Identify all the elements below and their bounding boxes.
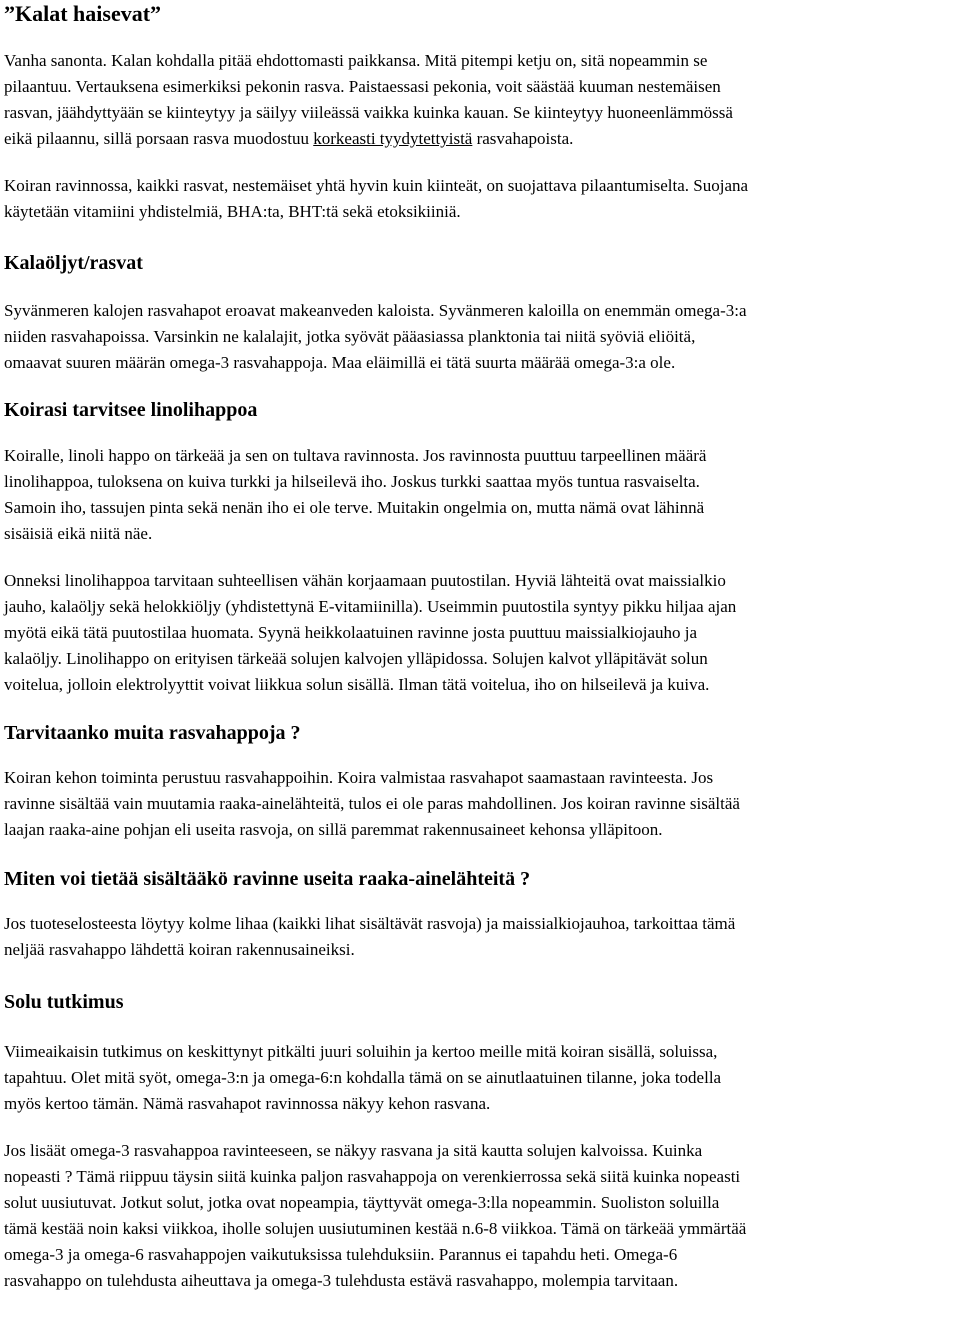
linoleic-line: Koiralle, linoli happo on tärkeää ja sen on tultava ravinnosta. Jos ravinnosta puuttuu tarpeellinen määrä <box>4 446 707 465</box>
cell-heading: Solu tutkimus <box>4 991 124 1013</box>
cell-line: omega-3 ja omega-6 rasvahappojen vaikutuksissa tulehduksiin. Parannus ei tapahdu heti. Omega-6 <box>4 1245 678 1264</box>
linoleic-paragraph-1 <box>4 443 958 547</box>
fish-oils-paragraph <box>4 298 958 376</box>
linoleic-line: sisäisiä eikä niitä näe. <box>4 524 153 543</box>
intro-text: eikä pilaannu, sillä porsaan rasva muodostuu <box>4 129 314 148</box>
cell-line: nopeasti ? Tämä riippuu täysin siitä kuinka paljon rasvahappoja on verenkierrossa sekä siitä kuinka nopeasti <box>4 1167 741 1186</box>
sources-line: Jos tuoteselosteesta löytyy kolme lihaa (kaikki lihat sisältävät rasvoja) ja maissialkiojauhoa, tarkoittaa tämä <box>4 914 736 933</box>
other-acids-line: ravinne sisältää vain muutamia raaka-ainelähteitä, tulos ei ole paras mahdollinen. Jos koiran ravinne sisältää <box>4 794 740 813</box>
sources-line: neljää rasvahappo lähdettä koiran rakennusaineiksi. <box>4 940 355 959</box>
protection-line: Koiran ravinnossa, kaikki rasvat, nestemäiset yhtä hyvin kuin kiinteät, on suojattava pilaantumiselta. Suojana <box>4 176 749 195</box>
linoleic-heading: Koirasi tarvitsee linolihappoa <box>4 399 258 421</box>
cell-line: Jos lisäät omega-3 rasvahappoa ravinteeseen, se näkyy rasvana ja sitä kautta solujen kalvoissa. Kuinka <box>4 1141 703 1160</box>
linoleic-line: voitelua, jolloin elektrolyyttit voivat liikkua solun sisällä. Ilman tätä voitelua, iho on hilseilevä ja kuiva. <box>4 675 710 694</box>
fish-oils-heading: Kalaöljyt/rasvat <box>4 252 143 274</box>
other-acids-line: Koiran kehon toiminta perustuu rasvahappoihin. Koira valmistaa rasvahapot saamastaan ravinteesta. Jos <box>4 768 714 787</box>
linoleic-line: linolihappoa, tuloksena on kuiva turkki ja hilseilevä iho. Joskus turkki saattaa myös tuntua rasvaiselta. <box>4 472 700 491</box>
cell-line: Viimeaikaisin tutkimus on keskittynyt pitkälti juuri soluihin ja kertoo meille mitä koiran sisällä, soluissa, <box>4 1042 718 1061</box>
other-acids-heading: Tarvitaanko muita rasvahappoja ? <box>4 722 301 744</box>
protection-line: käytetään vitamiini yhdistelmiä, BHA:ta, BHT:tä sekä etoksikiiniä. <box>4 202 461 221</box>
linoleic-line: kalaöljy. Linolihappo on erityisen tärkeää solujen kalvojen ylläpidossa. Solujen kalvot ylläpitävät solun <box>4 649 708 668</box>
intro-line-last <box>4 126 958 152</box>
linoleic-line: jauho, kalaöljy sekä helokkiöljy (yhdistettynä E-vitamiinilla). Useimmin puutostila syntyy pikku hiljaa ajan <box>4 597 737 616</box>
fish-oils-line: omaavat suuren määrän omega-3 rasvahappoja. Maa eläimillä ei tätä suurta määrää omega-3:a ole. <box>4 353 676 372</box>
cell-line: rasvahappo on tulehdusta aiheuttava ja omega-3 tulehdusta estävä rasvahappo, molempia tarvitaan. <box>4 1271 679 1290</box>
fish-oils-line: Syvänmeren kalojen rasvahapot eroavat makeanveden kaloista. Syvänmeren kaloilla on enemmän omega-3:a <box>4 301 747 320</box>
intro-line: rasvan, jäähdyttyään se kiinteytyy ja säilyy viileässä vaikka kuinka kauan. Se kiinteytyy huoneenlämmössä <box>4 103 733 122</box>
linoleic-line: Onneksi linolihappoa tarvitaan suhteellisen vähän korjaamaan puutostilan. Hyviä lähteitä ovat maissialkio <box>4 571 726 590</box>
cell-line: tapahtuu. Olet mitä syöt, omega-3:n ja omega-6:n kohdalla tämä on se ainutlaatuinen tilanne, joka todella <box>4 1068 722 1087</box>
linoleic-line: Samoin iho, tassujen pinta sekä nenän iho ei ole terve. Muitakin ongelmia on, mutta nämä ovat lähinnä <box>4 498 705 517</box>
cell-paragraph-2 <box>4 1138 958 1294</box>
intro-paragraph <box>4 48 958 152</box>
sources-paragraph <box>4 911 958 963</box>
cell-line: myös kertoo tämän. Nämä rasvahapot ravinnossa näkyy kehon rasvana. <box>4 1094 491 1113</box>
linoleic-paragraph-2 <box>4 568 958 698</box>
saturated-fats-link[interactable]: korkeasti tyydytettyistä <box>313 129 473 148</box>
other-acids-line: laajan raaka-aine pohjan eli useita rasvoja, on sillä paremmat rakennusaineet kehonsa ylläpitoon. <box>4 820 663 839</box>
intro-text: rasvahapoista. <box>472 129 574 148</box>
linoleic-line: myötä eikä tätä puutostilaa huomata. Syynä heikkolaatuinen ravinne josta puuttuu maissialkiojauho ja <box>4 623 698 642</box>
protection-paragraph <box>4 173 958 225</box>
fish-oils-line: niiden rasvahapoissa. Varsinkin ne kalalajit, jotka syövät pääasiassa planktonia tai niitä syöviä eliöitä, <box>4 327 696 346</box>
intro-line: pilaantuu. Vertauksena esimerkiksi pekonin rasva. Paistaessasi pekonia, voit säästää kuuman nestemäisen <box>4 77 721 96</box>
intro-line: Vanha sanonta. Kalan kohdalla pitää ehdottomasti paikkansa. Mitä pitempi ketju on, sitä nopeammin se <box>4 51 708 70</box>
cell-paragraph-1 <box>4 1039 958 1117</box>
sources-heading: Miten voi tietää sisältääkö ravinne useita raaka-ainelähteitä ? <box>4 868 531 890</box>
cell-line: tämä kestää noin kaksi viikkoa, iholle solujen uusiutuminen kestää n.6-8 viikkoa. Tämä on tärkeää ymmärtää <box>4 1219 747 1238</box>
document-page <box>4 0 958 1294</box>
page-title: ”Kalat haisevat” <box>4 1 162 26</box>
other-acids-paragraph <box>4 765 958 843</box>
cell-line: solut uusiutuvat. Jotkut solut, jotka ovat nopeampia, täyttyvät omega-3:lla nopeammin. Suoliston soluilla <box>4 1193 720 1212</box>
